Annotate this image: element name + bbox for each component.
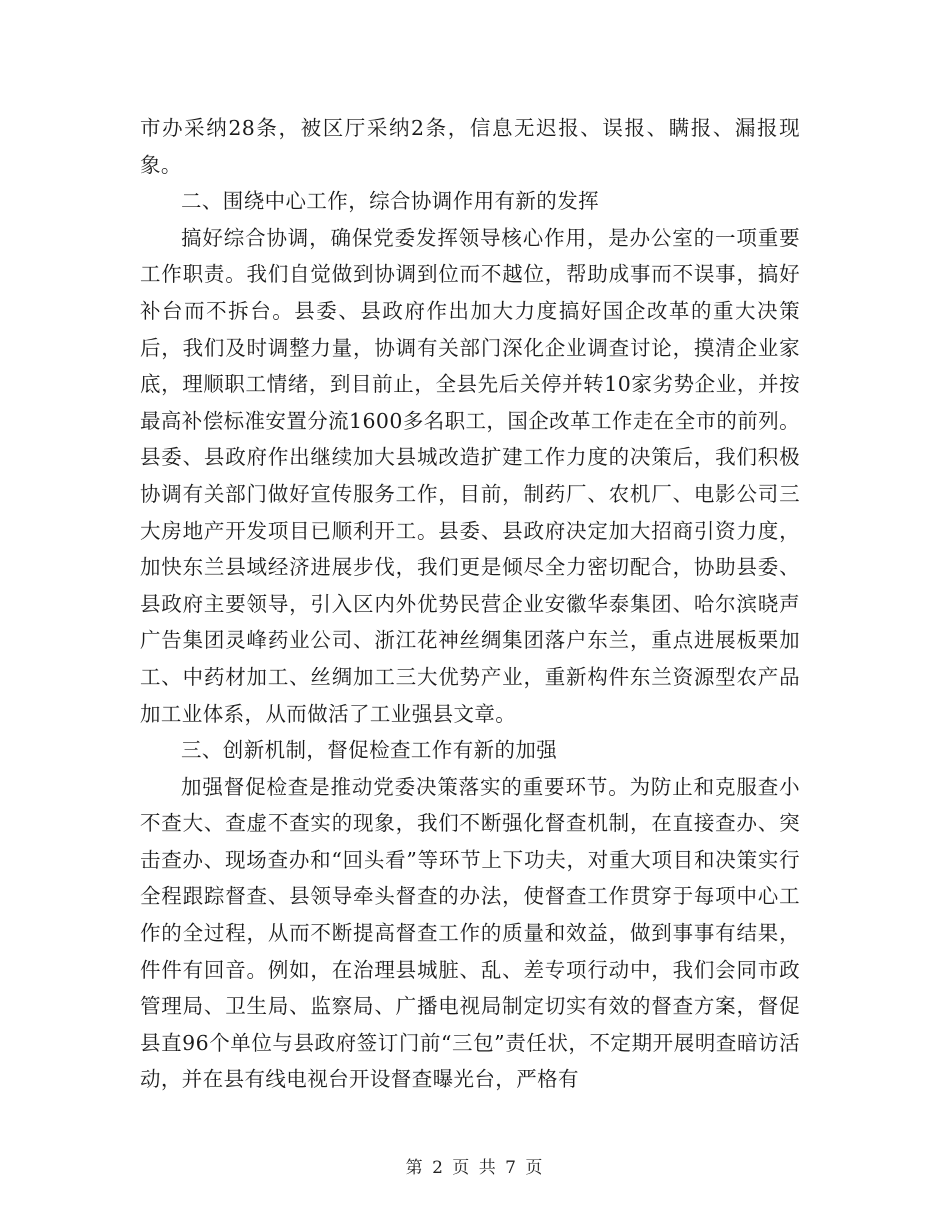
paragraph-coordination: 搞好综合协调，确保党委发挥领导核心作用，是办公室的一项重要工作职责。我们自觉做到协调到位而不越位，帮助成事而不误事，搞好补台而不拆台。县委、县政府作出加大力度搞好国企改革的重大决策后，我们及时调整力量，协调有关部门深化企业调查讨论，摸清企业家底，理顺职工情绪，到目前止，全县先后关停并转10家劣势企业，并按最高补偿标准安置分流1600多名职工，国企改革工作走在全市的前列。县委、县政府作出继续加大县城改造扩建工作力度的决策后，我们积极协调有关部门做好宣传服务工作，目前，制药厂、农机厂、电影公司三大房地产开发项目已顺利开工。县委、县政府决定加大招商引资力度，加快东兰县域经济进展步伐，我们更是倾尽全力密切配合，协助县委、县政府主要领导，引入区内外优势民营企业安徽华泰集团、哈尔滨晓声广告集团灵峰药业公司、浙江花神丝绸集团落户东兰，重点进展板栗加工、中药材加工、丝绸加工三大优势产业，重新构件东兰资源型农产品加工业体系，从而做活了工业强县文章。	[140, 225, 800, 726]
section-heading-3: 三、创新机制，督促检查工作有新的加强	[181, 738, 558, 763]
page-number-footer: 第 2 页 共 7 页	[405, 1158, 545, 1178]
paragraph-continuation: 市办采纳28条，被区厅采纳2条，信息无迟报、误报、瞒报、漏报现象。	[140, 116, 800, 177]
section-heading-2: 二、围绕中心工作，综合协调作用有新的发挥	[181, 189, 599, 214]
paragraph-supervision: 加强督促检查是推动党委决策落实的重要环节。为防止和克服查小不查大、查虚不查实的现象，我们不断强化督查机制，在直接查办、突击查办、现场查办和“回头看”等环节上下功夫，对重大项目和决策实行全程跟踪督查、县领导牵头督查的办法，使督查工作贯穿于每项中心工作的全过程，从而不断提高督查工作的质量和效益，做到事事有结果，件件有回音。例如，在治理县城脏、乱、差专项行动中，我们会同市政管理局、卫生局、监察局、广播电视局制定切实有效的督查方案，督促县直96个单位与县政府签订门前“三包”责任状，不定期开展明查暗访活动，并在县有线电视台开设督查曝光台，严格有	[140, 774, 800, 1092]
document-body	[140, 110, 800, 1098]
